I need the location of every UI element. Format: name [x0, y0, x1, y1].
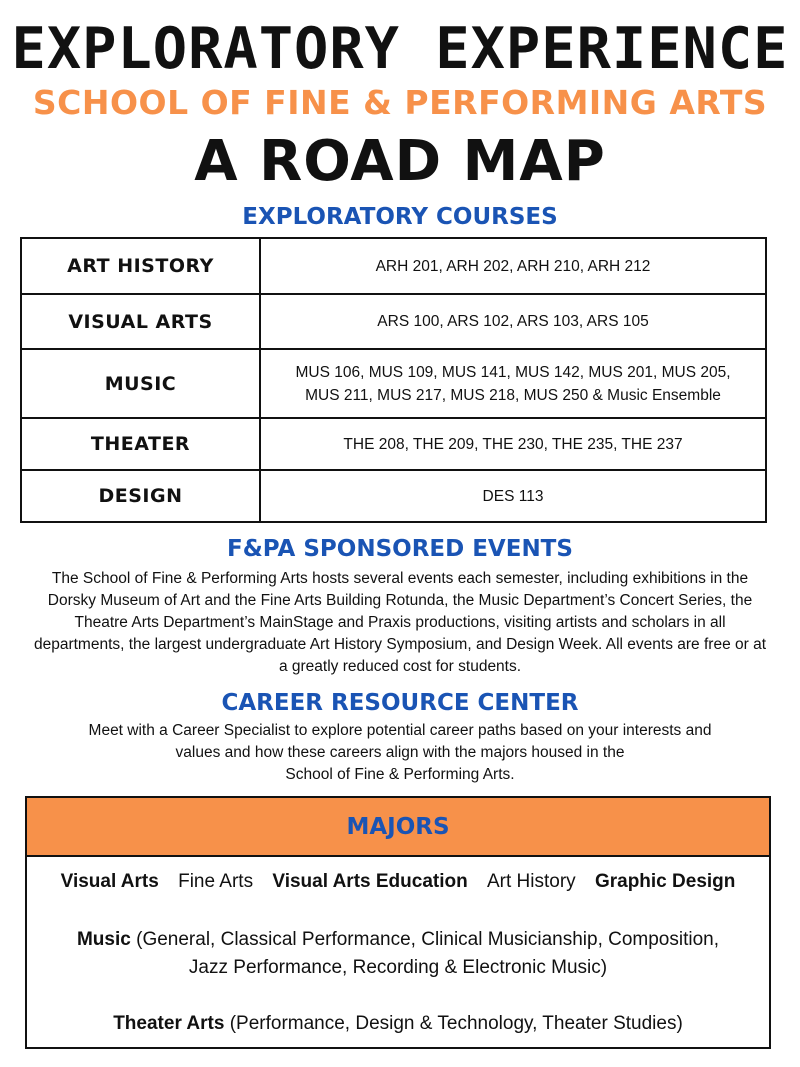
career-description	[30, 720, 770, 786]
career-heading: CAREER RESOURCE CENTER	[221, 690, 579, 716]
subject-cell: VISUAL ARTS	[21, 294, 260, 349]
table-row	[21, 470, 766, 522]
major-item: Visual Arts Education	[272, 871, 468, 892]
table-row	[21, 349, 766, 418]
events-description: The School of Fine & Performing Arts hosts several events each semester, including exhibitions in the Dorsky Museum of Art and the Fine Arts Building Rotunda, the Music Department’s Concert Series, the Theatre Arts Department’s MainStage and Praxis productions, visiting artists and scholars in all departments, the largest undergraduate Art History Symposium, and Design Week. All events are free or at a greatly reduced cost for students.	[33, 570, 767, 675]
subject-cell: THEATER	[21, 418, 260, 470]
theater-label: Theater Arts	[113, 1013, 225, 1034]
music-major	[27, 926, 769, 982]
majors-box	[25, 796, 771, 1049]
page-title: EXPLORATORY EXPERIENCE	[11, 16, 789, 82]
table-row	[21, 238, 766, 294]
theater-concentrations: (Performance, Design & Technology, Theater Studies)	[224, 1013, 683, 1034]
career-line: Meet with a Career Specialist to explore potential career paths based on your interests and	[88, 722, 712, 739]
major-item: Art History	[486, 871, 576, 892]
music-label: Music	[76, 929, 131, 950]
major-item: Visual Arts	[60, 871, 159, 892]
road-map-title: A ROAD MAP	[194, 129, 606, 194]
subject-cell: DESIGN	[21, 470, 260, 522]
course-codes-cell	[260, 349, 766, 418]
career-line: values and how these careers align with the majors housed in the	[175, 744, 625, 761]
table-row	[21, 418, 766, 470]
courses-heading: EXPLORATORY COURSES	[242, 204, 558, 230]
course-codes-cell: THE 208, THE 209, THE 230, THE 235, THE 237	[260, 418, 766, 470]
theater-major	[27, 1010, 769, 1038]
page-subtitle: SCHOOL OF FINE & PERFORMING ARTS	[32, 83, 768, 122]
major-item: Fine Arts	[178, 871, 254, 892]
major-item: Graphic Design	[594, 871, 736, 892]
music-concentrations: (General, Classical Performance, Clinical Musicianship, Composition,	[130, 929, 720, 950]
course-codes-cell: DES 113	[260, 470, 766, 522]
subject-cell: MUSIC	[21, 349, 260, 418]
majors-heading: MAJORS	[27, 798, 769, 857]
course-codes-line: MUS 106, MUS 109, MUS 141, MUS 142, MUS 201, MUS 205,	[295, 363, 731, 381]
majors-list	[27, 868, 769, 896]
course-codes-cell: ARH 201, ARH 202, ARH 210, ARH 212	[260, 238, 766, 294]
course-codes-cell: ARS 100, ARS 102, ARS 103, ARS 105	[260, 294, 766, 349]
subject-cell: ART HISTORY	[21, 238, 260, 294]
events-heading: F&PA SPONSORED EVENTS	[227, 536, 573, 562]
courses-table	[20, 237, 767, 523]
course-codes-line: MUS 211, MUS 217, MUS 218, MUS 250 & Music Ensemble	[305, 386, 721, 404]
career-line: School of Fine & Performing Arts.	[285, 766, 515, 783]
table-row	[21, 294, 766, 349]
music-concentrations-cont: Jazz Performance, Recording & Electronic Music)	[188, 957, 608, 978]
